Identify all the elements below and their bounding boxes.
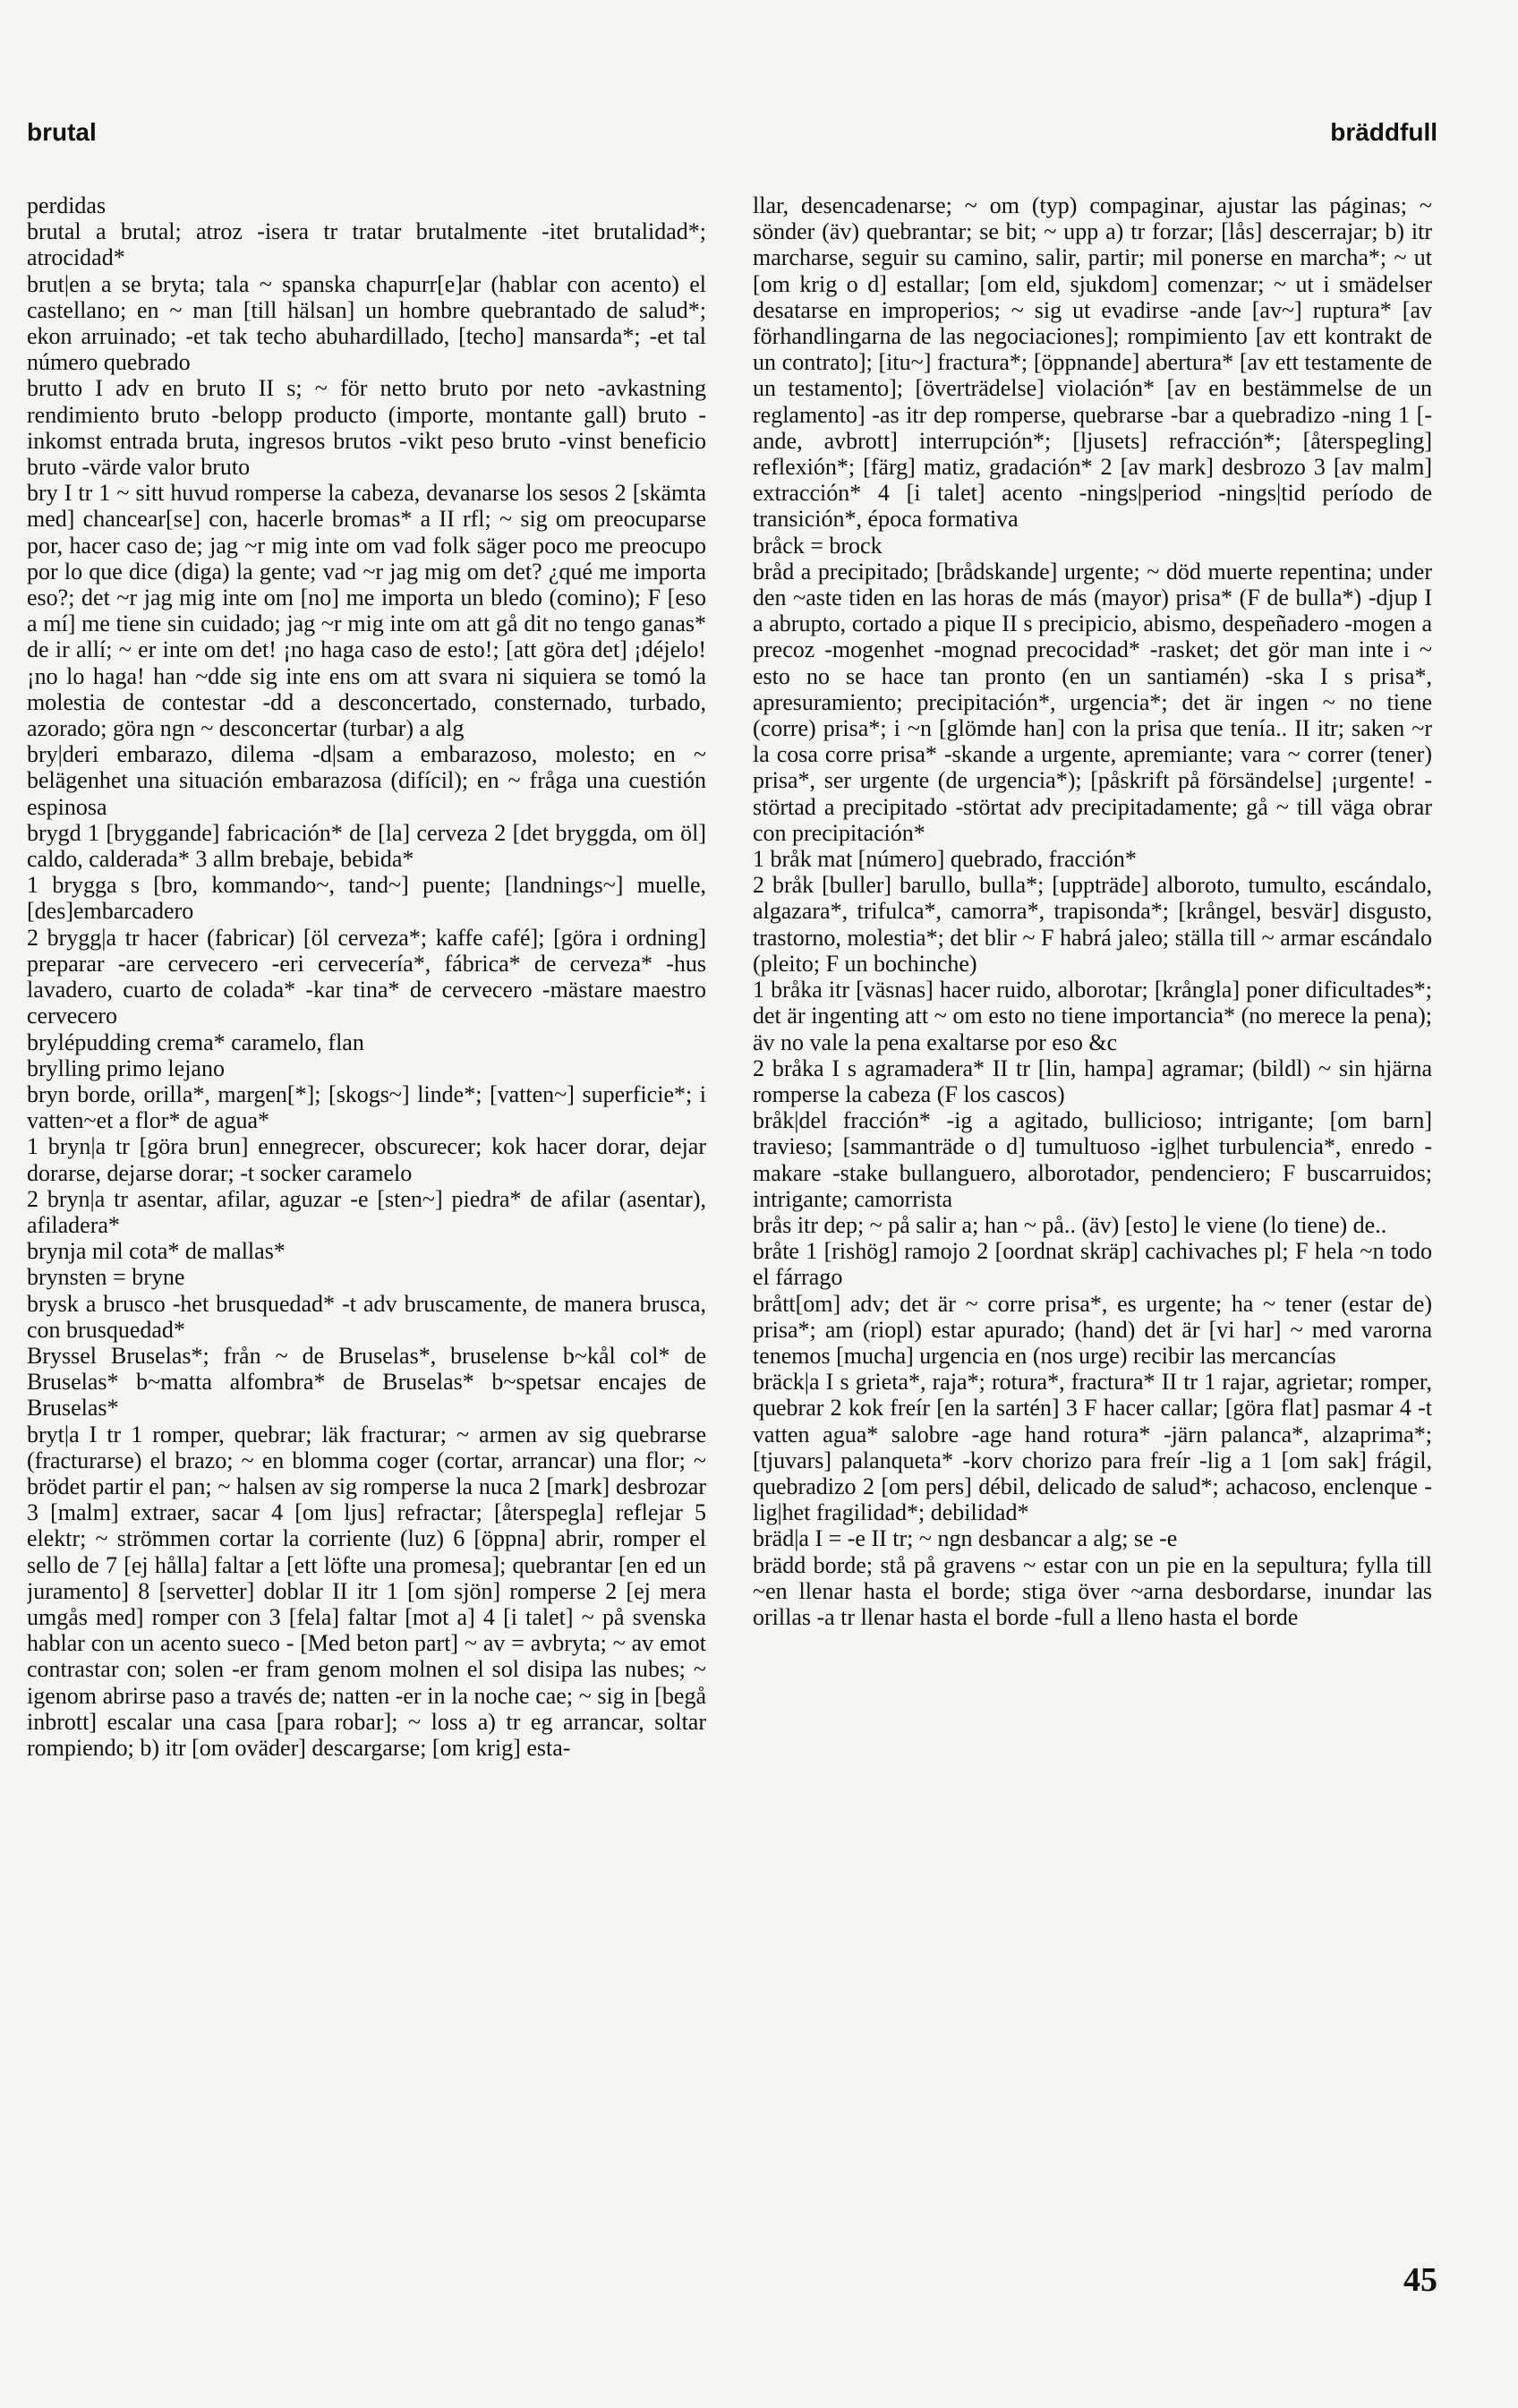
left-column — [27, 192, 706, 2242]
dictionary-entry: bräck|a I s grieta*, raja*; rotura*, fractura* II tr 1 rajar, agrietar; romper, quebrar 2 kok freír [en la sartén] 3 F hacer callar; [göra flat] pasmar 4 -t vatten agua* salobre -age hand rotura* -järn palanca*, alzaprima*; [tjuvars] palanqueta* -korv chorizo para freír -lig a 1 [om sak] frágil, quebradizo 2 [om pers] débil, delicado de salud*; achacoso, enclenque -lig|het fragilidad*; debilidad* — [753, 1369, 1432, 1526]
dictionary-entry: llar, desencadenarse; ~ om (typ) compaginar, ajustar las páginas; ~ sönder (äv) quebrantar; se bit; ~ upp a) tr forzar; [lås] descerrajar; b) itr marcharse, seguir su camino, salir, partir; mil ponerse en marcha*; ~ ut [om krig o d] estallar; [om eld, sjukdom] comenzar; ~ ut i smädelser desatarse en improperios; ~ sig ut evadirse -ande [av~] ruptura* [av förhandlingarna de las negociaciones]; rompimiento [av ett kontrakt de un contrato]; [itu~] fractura*; [öppnande] abertura* [av ett testamente de un testamento]; [överträdelse] violación* [av en bestämmelse de un reglamento] -as itr dep romperse, quebrarse -bar a quebradizo -ning 1 [-ande, avbrott] interrupción*; [ljusets] refracción*; [återspegling] reflexión*; [färg] matiz, gradación* 2 [av mark] desbrozo 3 [av malm] extracción* 4 [i talet] acento -nings|period -nings|tid período de transición*, época formativa — [753, 192, 1432, 533]
dictionary-entry: bry I tr 1 ~ sitt huvud romperse la cabeza, devanarse los sesos 2 [skämta med] chancear[se] con, hacerle bromas* a II rfl; ~ sig om preocuparse por, hacer caso de; jag ~r mig inte om vad folk säger poco me preocupo por lo que dice (diga) la gente; vad ~r jag mig om det? ¿qué me importa eso?; det ~r jag mig inte om [no] me importa un bledo (comino); F [eso a mí] me tiene sin cuidado; jag ~r mig inte om att gå dit no tengo ganas* de ir allí; ~ er inte om det! ¡no haga caso de esto!; [att göra det] ¡déjelo! ¡no lo haga! han ~dde sig inte ens om att svara ni siquiera se tomó la molestia de contestar -dd a desconcertado, consternado, turbado, azorado; göra ngn ~ desconcertar (turbar) a alg — [27, 480, 706, 742]
dictionary-entry: brysk a brusco -het brusquedad* -t adv bruscamente, de manera brusca, con brusquedad* — [27, 1290, 706, 1343]
dictionary-entry: 1 bråka itr [väsnas] hacer ruido, alborotar; [krångla] poner dificultades*; det är ingenting att ~ om esto no tiene importancia* (no merece la pena); äv no vale la pena exaltarse por eso &c — [753, 977, 1432, 1055]
dictionary-entry: bräd|a I = -e II tr; ~ ngn desbancar a alg; se -e — [753, 1525, 1178, 1552]
dictionary-entry: brylépudding crema* caramelo, flan — [27, 1029, 364, 1055]
dictionary-entry: 1 bryn|a tr [göra brun] ennegrecer, obscurecer; kok hacer dorar, dejar dorarse, dejarse dorar; -t socker caramelo — [27, 1133, 706, 1186]
right-column — [753, 192, 1432, 2242]
header-last-entry: bräddfull — [1330, 118, 1437, 146]
dictionary-entry: bråte 1 [rishög] ramojo 2 [oordnat skräp] cachivaches pl; F hela ~n todo el fárrago — [753, 1238, 1432, 1291]
dictionary-entry: 2 brygg|a tr hacer (fabricar) [öl cerveza*; kaffe café]; [göra i ordning] preparar -are cervecero -eri cervecería*, fábrica* de cerveza* -hus lavadero, cuarto de colada* -kar tina* de cervecero -mästare maestro cervecero — [27, 924, 706, 1029]
dictionary-entry: brås itr dep; ~ på salir a; han ~ på.. (äv) [esto] le viene (lo tiene) de.. — [753, 1211, 1387, 1238]
dictionary-body — [27, 192, 1432, 2242]
running-header — [27, 107, 1437, 161]
dictionary-entry: brynsten = bryne — [27, 1264, 185, 1291]
dictionary-entry: Bryssel Bruselas*; från ~ de Bruselas*, bruselense b~kål col* de Bruselas* b~matta alfombra* de Bruselas* b~spetsar encajes de Bruselas* — [27, 1342, 706, 1422]
dictionary-entry: brynja mil cota* de mallas* — [27, 1238, 286, 1265]
dictionary-entry: brutal a brutal; atroz -isera tr tratar brutalmente -itet brutalidad*; atrocidad* — [27, 218, 706, 271]
dictionary-entry: bråk|del fracción* -ig a agitado, bullicioso; intrigante; [om barn] travieso; [sammanträde o d] tumultuoso -ig|het turbulencia*, enredo -makare -stake bullanguero, alborotador, pendenciero; F buscarruidos; intrigante; camorrista — [753, 1107, 1432, 1212]
dictionary-entry: brylling primo lejano — [27, 1055, 225, 1081]
dictionary-entry: brått[om] adv; det är ~ corre prisa*, es urgente; ha ~ tener (estar de) prisa*; am (riopl) estar apurado; (hand) det är [vi har] ~ med varorna tenemos [mucha] urgencia en (nos urge) recibir las mercancías — [753, 1290, 1432, 1369]
dictionary-entry: 1 bråk mat [número] quebrado, fracción* — [753, 846, 1137, 873]
dictionary-entry: brutto I adv en bruto II s; ~ för netto bruto por neto -avkastning rendimiento bruto -belopp producto (importe, montante gall) bruto -inkomst entrada bruta, ingresos brutos -vikt peso bruto -vinst beneficio bruto -värde valor bruto — [27, 375, 706, 481]
dictionary-entry: bråd a precipitado; [brådskande] urgente; ~ död muerte repentina; under den ~aste tiden en las horas de más (mayor) prisa* (F de bulla*) -djup I a abrupto, cortado a pique II s precipicio, abismo, despeñadero -mogen a precoz -mogenhet -mognad precocidad* -rasket; det gör man inte i ~ esto no se hace tan pronto (en un santiamén) -ska I s prisa*, apresuramiento; precipitación*, urgencia*; det är ingen ~ no tiene (corre) prisa*; i ~n [glömde han] con la prisa que tenía.. II itr; saken ~r la cosa corre prisa* -skande a urgente, apremiante; vara ~ correr (tener) prisa*, ser urgente (de urgencia*); [påskrift på försändelse] ¡urgente! -störtad a precipitado -störtat adv precipitadamente; gå ~ till väga obrar con precipitación* — [753, 558, 1432, 846]
header-first-entry: brutal — [27, 118, 97, 146]
dictionary-entry: bryn borde, orilla*, margen[*]; [skogs~] linde*; [vatten~] superficie*; i vatten~et a flor* de agua* — [27, 1080, 706, 1134]
dictionary-entry: bry|deri embarazo, dilema -d|sam a embarazoso, molesto; en ~ belägenhet una situación embarazosa (difícil); en ~ fråga una cuestión espinosa — [27, 741, 706, 820]
dictionary-entry: 1 brygga s [bro, kommando~, tand~] puente; [landnings~] muelle, [des]embarcadero — [27, 872, 706, 925]
dictionary-entry: brädd borde; stå på gravens ~ estar con un pie en la sepultura; fylla till ~en llenar hasta el borde; stiga över ~arna desbordarse, inundar las orillas -a tr llenar hasta el borde -full a lleno hasta el borde — [753, 1551, 1432, 1630]
dictionary-entry: bryt|a I tr 1 romper, quebrar; läk fracturar; ~ armen av sig quebrarse (fracturarse) el brazo; ~ en blomma coger (cortar, arrancar) una flor; ~ brödet partir el pan; ~ halsen av sig romperse la nuca 2 [mark] desbrozar 3 [malm] extraer, sacar 4 [om ljus] refractar; [återspegla] reflejar 5 elektr; ~ strömmen cortar la corriente (luz) 6 [öppna] abrir, romper el sello de 7 [ej hålla] faltar a [ett löfte una promesa]; quebrantar [en ed un juramento] 8 [servetter] doblar II itr 1 [om sjön] romperse 2 [ej mera umgås med] romper con 3 [fela] faltar [mot a] 4 [i talet] ~ på svenska hablar con un acento sueco - [Med beton part] ~ av = avbryta; ~ av emot contrastar con; solen -er fram genom molnen el sol disipa las nubes; ~ igenom abrirse paso a través de; natten -er in la noche cae; ~ sig in [begå inbrott] escalar una casa [para robar]; ~ loss a) tr eg arrancar, soltar rompiendo; b) itr [om oväder] descargarse; [om krig] esta- — [27, 1421, 706, 1761]
dictionary-entry: brut|en a se bryta; tala ~ spanska chapurr[e]ar (hablar con acento) el castellano; en ~ man [till hälsan] un hombre quebrantado de salud*; ekon arruinado; -et tak techo abuhardillado, [techo] mansarda*; -et tal número quebrado — [27, 270, 706, 376]
dictionary-entry: bråck = brock — [753, 532, 883, 559]
dictionary-entry: 2 bråk [buller] barullo, bulla*; [uppträde] alboroto, tumulto, escándalo, algazara*, trifulca*, camorra*, trapisonda*; [krångel, besvär] disgusto, trastorno, molestia*; det blir ~ F habrá jaleo; ställa till ~ armar escándalo (pleito; F un bochinche) — [753, 872, 1432, 977]
dictionary-entry: 2 bryn|a tr asentar, afilar, aguzar -e [sten~] piedra* de afilar (asentar), afiladera* — [27, 1185, 706, 1238]
page-number: 45 — [1403, 2261, 1437, 2299]
dictionary-entry: perdidas — [27, 192, 107, 218]
dictionary-entry: brygd 1 [bryggande] fabricación* de [la] cerveza 2 [det bryggda, om öl] caldo, calderada* 3 allm brebaje, bebida* — [27, 819, 706, 873]
dictionary-entry: 2 bråka I s agramadera* II tr [lin, hampa] agramar; (bildl) ~ sin hjärna romperse la cabeza (F los cascos) — [753, 1055, 1432, 1107]
